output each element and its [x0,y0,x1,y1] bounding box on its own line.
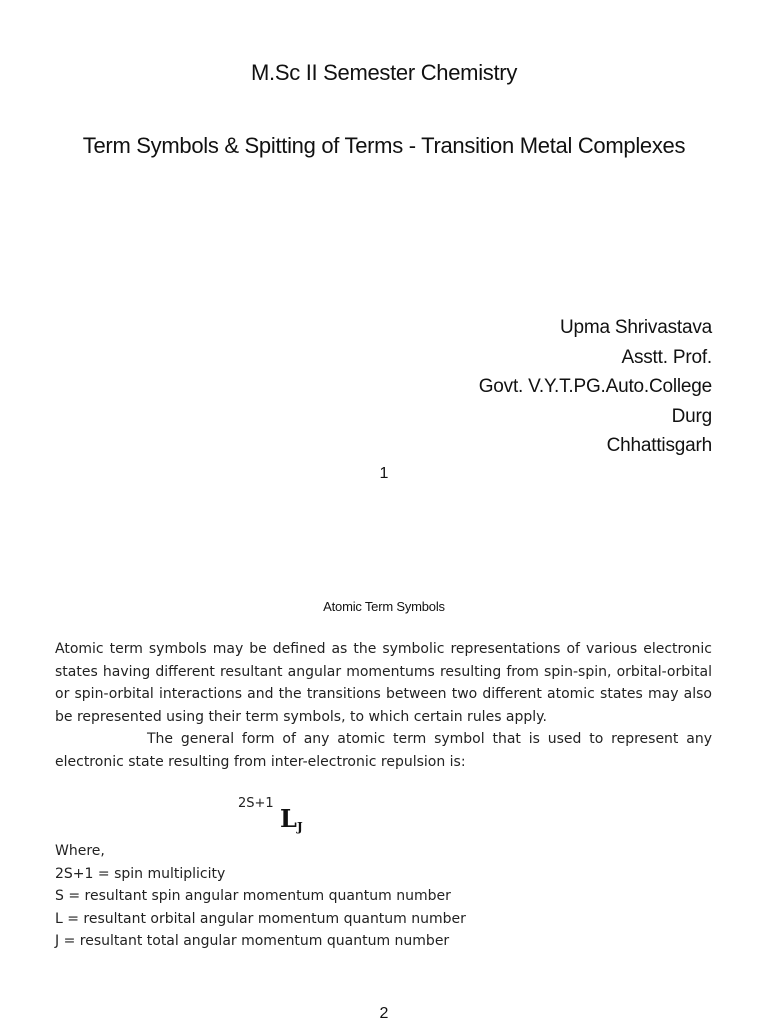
formula-subscript: J [297,820,303,834]
page-number-1: 1 [379,465,389,482]
section-heading: Atomic Term Symbols [323,599,445,614]
author-institution: Govt. V.Y.T.PG.Auto.College [478,376,712,397]
formula-letter: L [280,804,297,833]
formula-superscript: 2S+1 [238,796,274,811]
definitions-list [55,840,466,953]
course-title: M.Sc II Semester Chemistry [250,60,518,85]
term-symbol-formula [238,796,358,846]
author-state: Chhattisgarh [606,435,712,456]
author-city: Durg [671,405,712,427]
author-name: Upma Shrivastava [559,317,712,338]
author-designation: Asstt. Prof. [621,346,712,368]
page-number-2: 2 [379,1005,389,1022]
definition-item: L = resultant orbital angular momentum quantum number [55,910,466,927]
definition-item: S = resultant spin angular momentum quantum number [55,888,451,904]
author-block [479,313,712,461]
definition-item: J = resultant total angular momentum quantum number [55,933,450,949]
paragraph-intro: Atomic term symbols may be defined as the symbolic representations of various electronic states having different resultant angular momentums resulting from spin-spin, orbital-orbital or spin-orbital interactions and the transitions between two different atomic states may also be represented using their term symbols, to which certain rules apply. [55,641,712,725]
paragraph-general-form: The general form of any atomic term symbol that is used to represent any electronic state resulting from inter-electronic repulsion is: [55,731,712,770]
definition-item: 2S+1 = spin multiplicity [55,865,226,882]
document-title: Term Symbols & Spitting of Terms - Transition Metal Complexes [82,133,686,158]
where-label: Where, [55,843,105,859]
